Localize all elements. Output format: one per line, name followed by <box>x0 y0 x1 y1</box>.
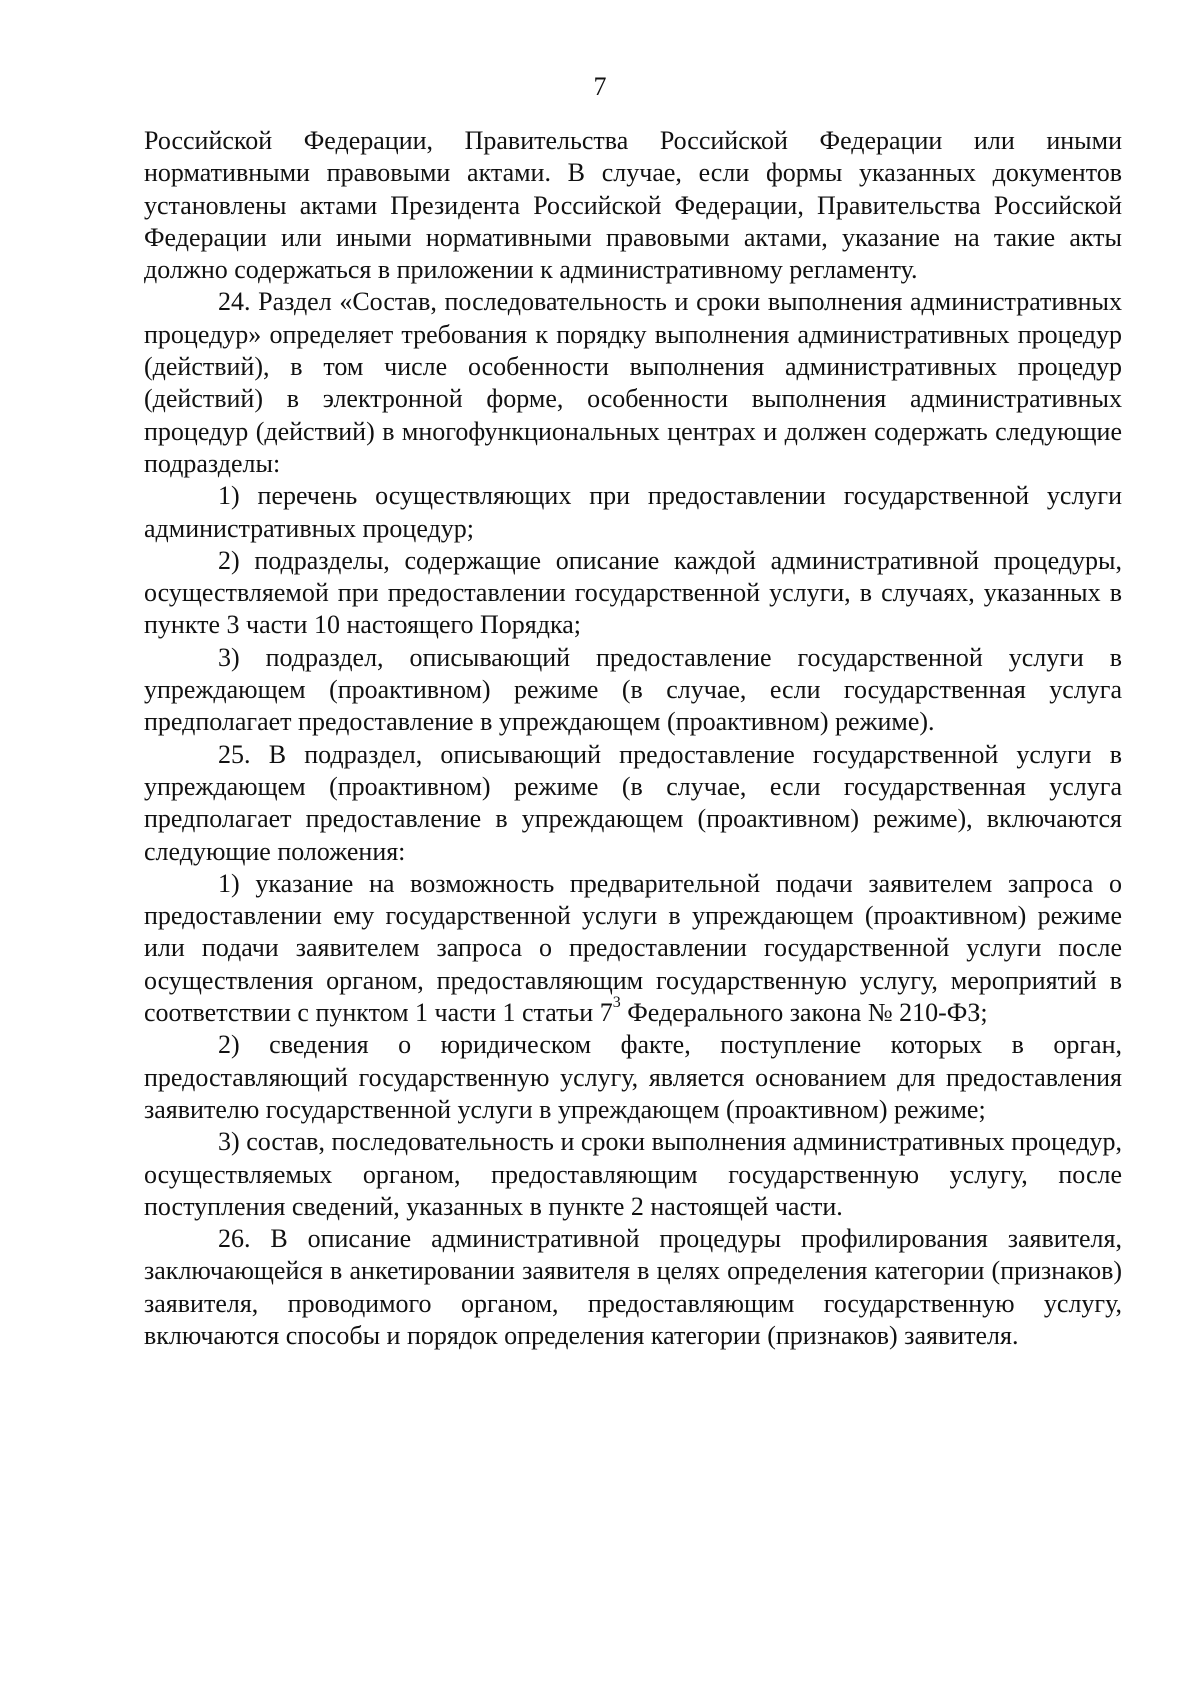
paragraph-25: 25. В подраздел, описывающий предоставление государственной услуги в упреждающем (проактивном) режиме (в случае, если государственная услуга предполагает предоставление в упреждающем (проактивном) режиме), включаются следующие положения: <box>144 739 1122 866</box>
paragraph-26: 26. В описание административной процедуры профилирования заявителя, заключающейся в анкетировании заявителя в целях определения категории (признаков) заявителя, проводимого органом, предоставляющим государственную услугу, включаются способы и порядок определения категории (признаков) заявителя. <box>144 1224 1122 1350</box>
paragraph-25-item-1 <box>144 868 1122 1029</box>
document-body <box>144 125 1122 1352</box>
page-number: 7 <box>593 72 607 101</box>
paragraph-25-item-3: 3) состав, последовательность и сроки выполнения административных процедур, осуществляемых органом, предоставляющим государственную услугу, после поступления сведений, указанных в пункте 2 настоящей части. <box>144 1127 1122 1221</box>
superscript: 3 <box>612 994 621 1012</box>
paragraph-continuation: Российской Федерации, Правительства Российской Федерации или иными нормативными правовыми актами. В случае, если формы указанных документов установлены актами Президента Российской Федерации, Правительства Российской Федерации или иными нормативными правовыми актами, указание на такие акты должно содержаться в приложении к административному регламенту. <box>144 126 1122 285</box>
paragraph-25-item-1-text-end: Федерального закона № 210-ФЗ; <box>620 998 988 1028</box>
paragraph-25-item-1-text: 1) указание на возможность предварительной подачи заявителем запроса о предоставлении ему государственной услуги в упреждающем (проактивном) режиме или подачи заявителем запроса о предоставлении государственной услуги после осуществления органом, предоставляющим государственную услугу, мероприятий в соответствии с пунктом 1 части 1 статьи 7 <box>144 868 1122 1028</box>
paragraph-24-item-1: 1) перечень осуществляющих при предоставлении государственной услуги административных процедур; <box>144 481 1122 543</box>
paragraph-24: 24. Раздел «Состав, последовательность и сроки выполнения административных процедур» определяет требования к порядку выполнения административных процедур (действий), в том числе особенности выполнения административных процедур (действий) в электронной форме, особенности выполнения административных процедур (действий) в многофункциональных центрах и должен содержать следующие подразделы: <box>144 287 1122 478</box>
paragraph-24-item-3: 3) подраздел, описывающий предоставление государственной услуги в упреждающем (проактивном) режиме (в случае, если государственная услуга предполагает предоставление в упреждающем (проактивном) режиме). <box>144 642 1122 737</box>
paragraph-25-item-2: 2) сведения о юридическом факте, поступление которых в орган, предоставляющий государственную услугу, является основанием для предоставления заявителю государственной услуги в упреждающем (проактивном) режиме; <box>144 1030 1122 1124</box>
paragraph-24-item-2: 2) подразделы, содержащие описание каждой административной процедуры, осуществляемой при предоставлении государственной услуги, в случаях, указанных в пункте 3 части 10 настоящего Порядка; <box>144 545 1122 640</box>
